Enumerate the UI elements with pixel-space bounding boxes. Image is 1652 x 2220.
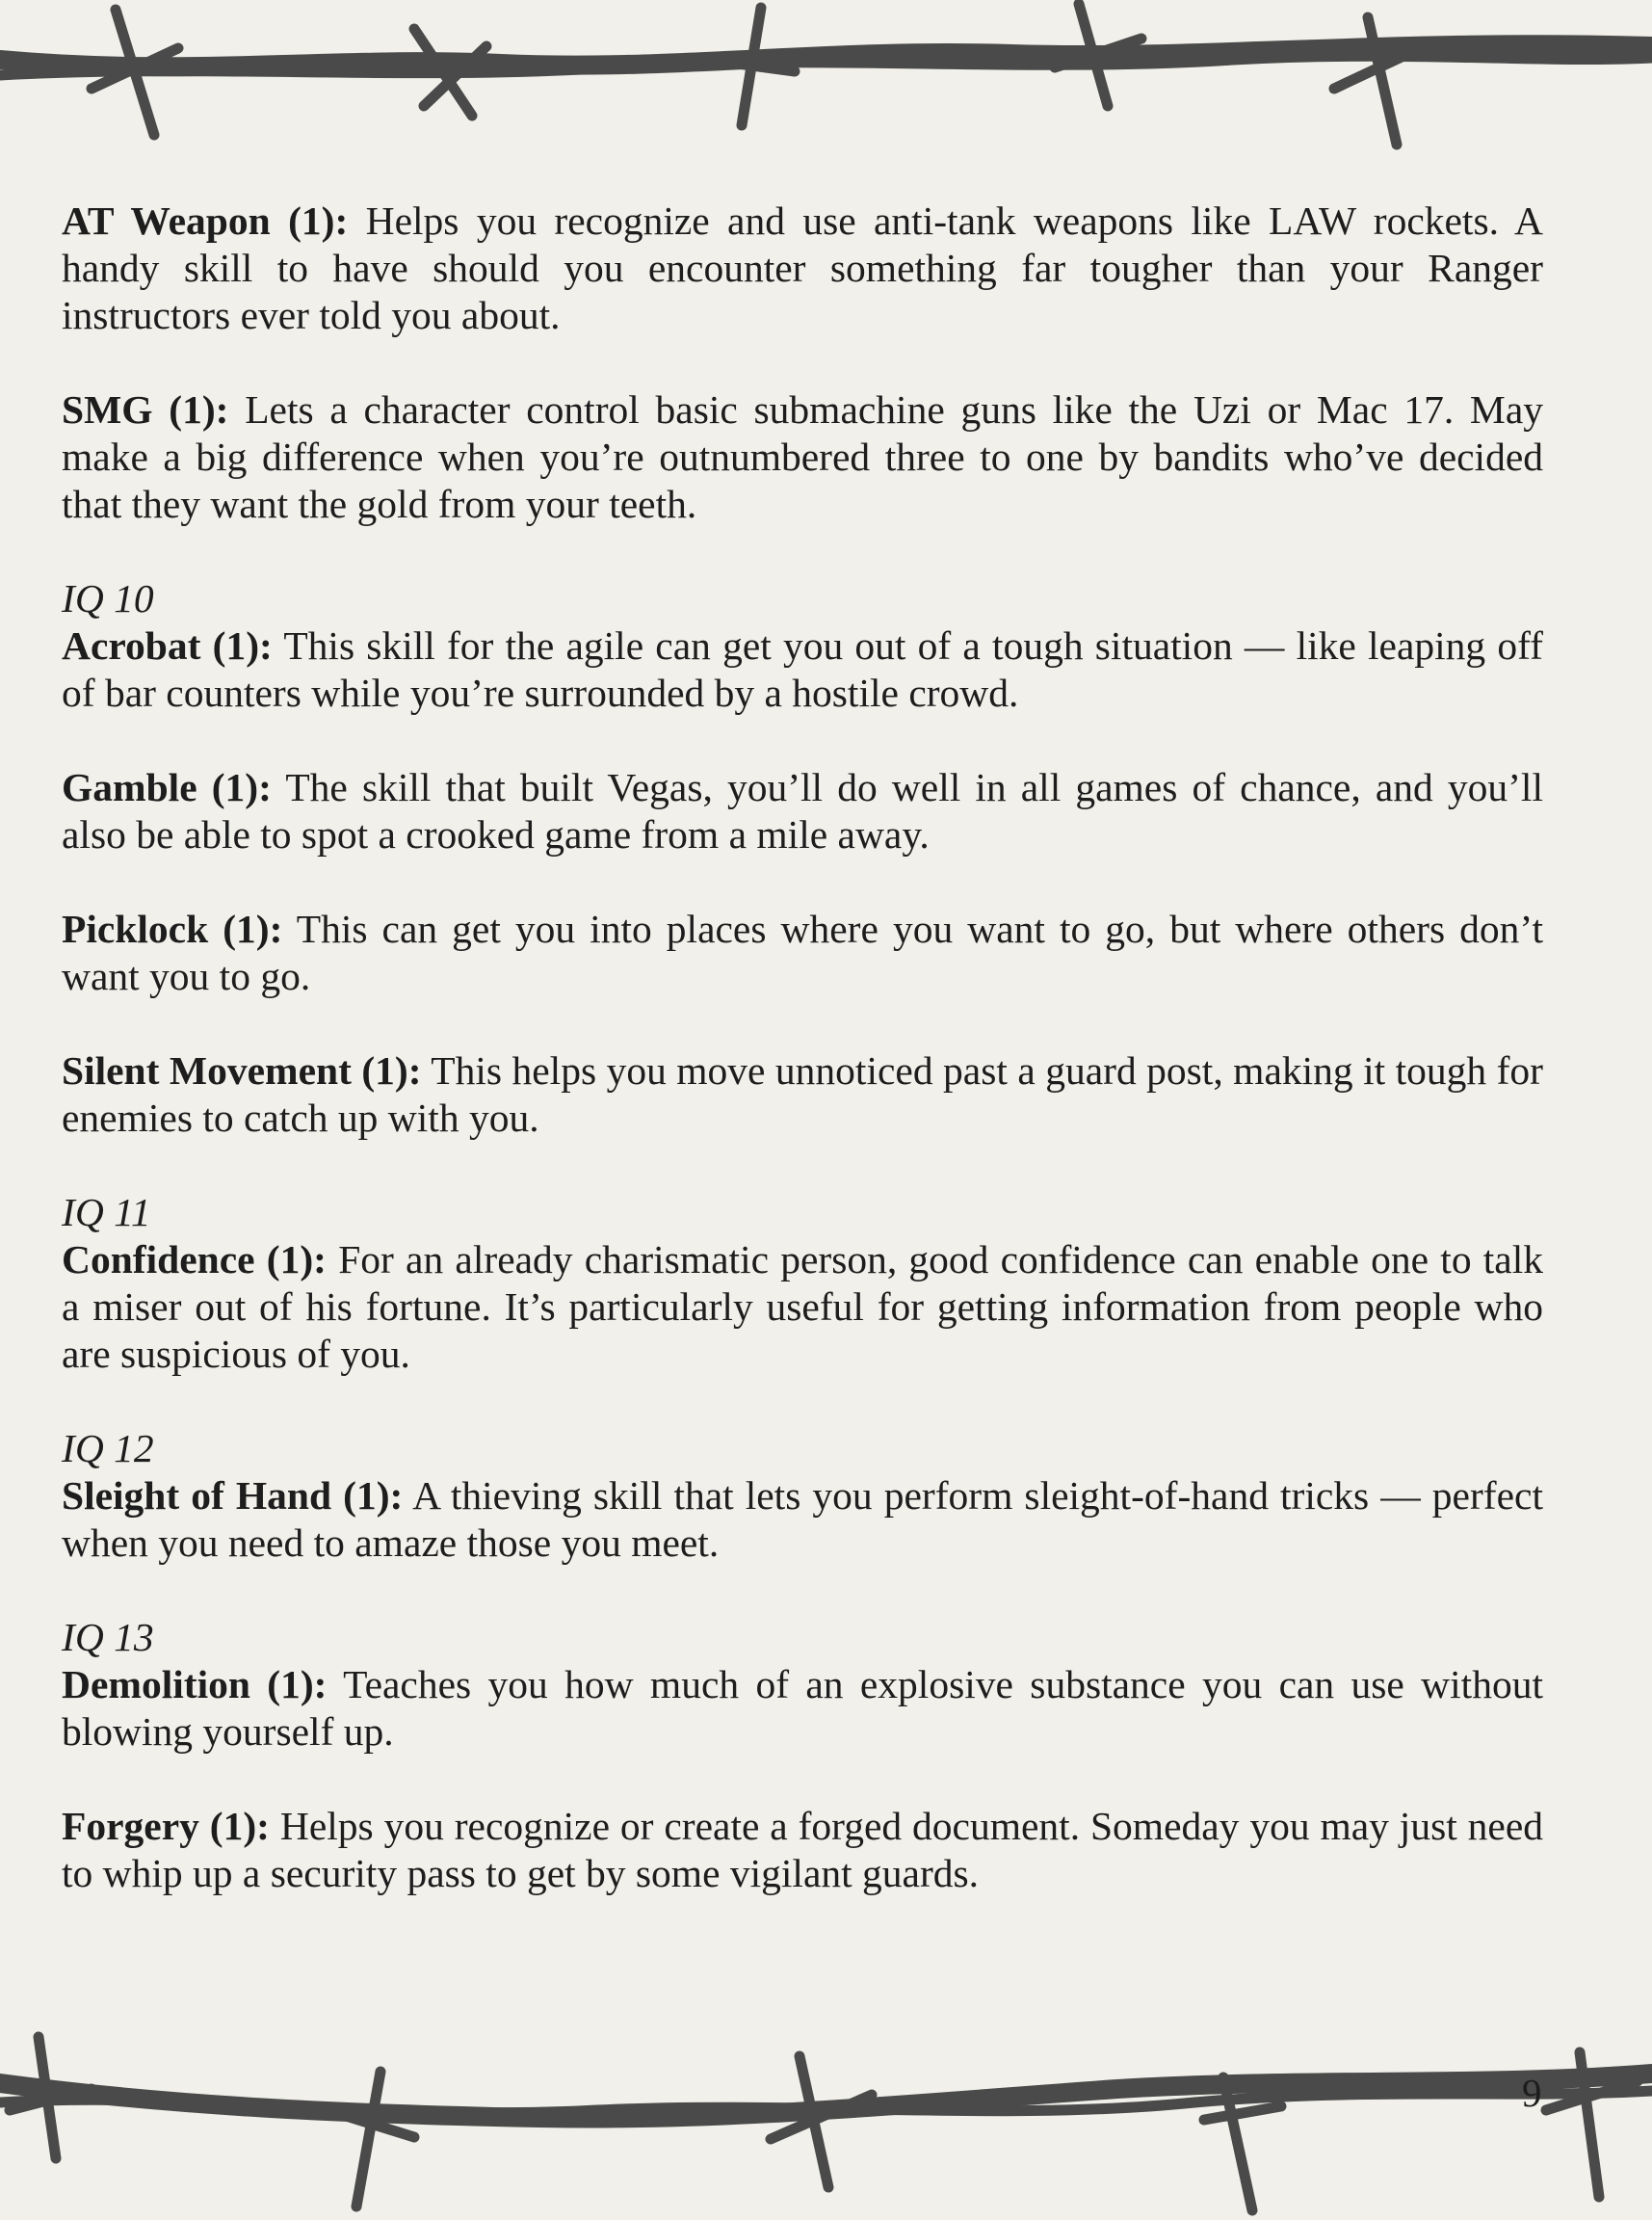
skill-term: Silent Movement (1): [62,1048,422,1093]
iq-group-11 [62,1189,1543,1378]
skill-description: Helps you recognize or create a forged document. Someday you may just need to whip up a security pass to get by some vigilant guards. [62,1804,1544,1895]
skill-entry-acrobat [62,622,1543,717]
skill-entry-gamble [62,764,1543,859]
skill-entry-sleight-of-hand [62,1472,1543,1567]
skill-description: The skill that built Vegas, you’ll do well in all games of chance, and you’ll also be able to spot a crooked game from a mile away. [62,765,1543,857]
skill-description: This skill for the agile can get you out of a tough situation — like leaping off of bar counters while you’re surrounded by a hostile crowd. [62,623,1543,715]
skill-description: This helps you move unnoticed past a guard post, making it tough for enemies to catch up with you. [62,1048,1543,1140]
skill-entry-at-weapon [62,198,1543,339]
skill-description: Teaches you how much of an explosive substance you can use without blowing yourself up. [62,1662,1543,1754]
iq-heading: IQ 10 [62,576,154,621]
skill-description: Lets a character control basic submachine guns like the Uzi or Mac 17. May make a big difference when you’re outnumbered three to one by bandits who’ve decided that they want the gold from your teeth. [62,387,1544,526]
skill-description: A thieving skill that lets you perform sleight-of-hand tricks — perfect when you need to amaze those you meet. [62,1473,1543,1565]
iq-heading: IQ 11 [62,1190,151,1234]
skill-term: SMG (1): [62,387,229,432]
skill-term: Acrobat (1): [62,623,273,668]
skill-entry-silent-movement [62,1047,1543,1142]
skill-term: Confidence (1): [62,1237,327,1282]
barbed-wire-top [0,0,1652,154]
skill-term: AT Weapon (1): [62,198,349,243]
skill-entry-confidence [62,1236,1543,1378]
skill-term: Picklock (1): [62,907,283,951]
iq-heading: IQ 12 [62,1426,154,1470]
skill-term: Sleight of Hand (1): [62,1473,404,1518]
skill-entry-forgery [62,1803,1543,1897]
iq-group-13 [62,1614,1543,1897]
page-number: 9 [1522,2071,1542,2115]
skill-descriptions [62,198,1543,1944]
skill-description: This can get you into places where you want to go, but where others don’t want you to go. [62,907,1543,998]
skill-entry-smg [62,386,1543,528]
skill-description: Helps you recognize and use anti-tank weapons like LAW rockets. A handy skill to have should you encounter something far tougher than your Ranger instructors ever told you about. [62,198,1543,337]
skill-description: For an already charismatic person, good confidence can enable one to talk a miser out of his fortune. It’s particularly useful for getting information from people who are suspicious of you. [62,1237,1543,1376]
skill-term: Gamble (1): [62,765,272,809]
skill-term: Forgery (1): [62,1804,270,1848]
skill-entry-picklock [62,906,1543,1000]
skill-term: Demolition (1): [62,1662,328,1706]
iq-group-10 [62,575,1543,1142]
barbed-wire-bottom [0,2014,1652,2220]
iq-group-12 [62,1425,1543,1567]
skill-entry-demolition [62,1661,1543,1756]
iq-heading: IQ 13 [62,1615,154,1659]
